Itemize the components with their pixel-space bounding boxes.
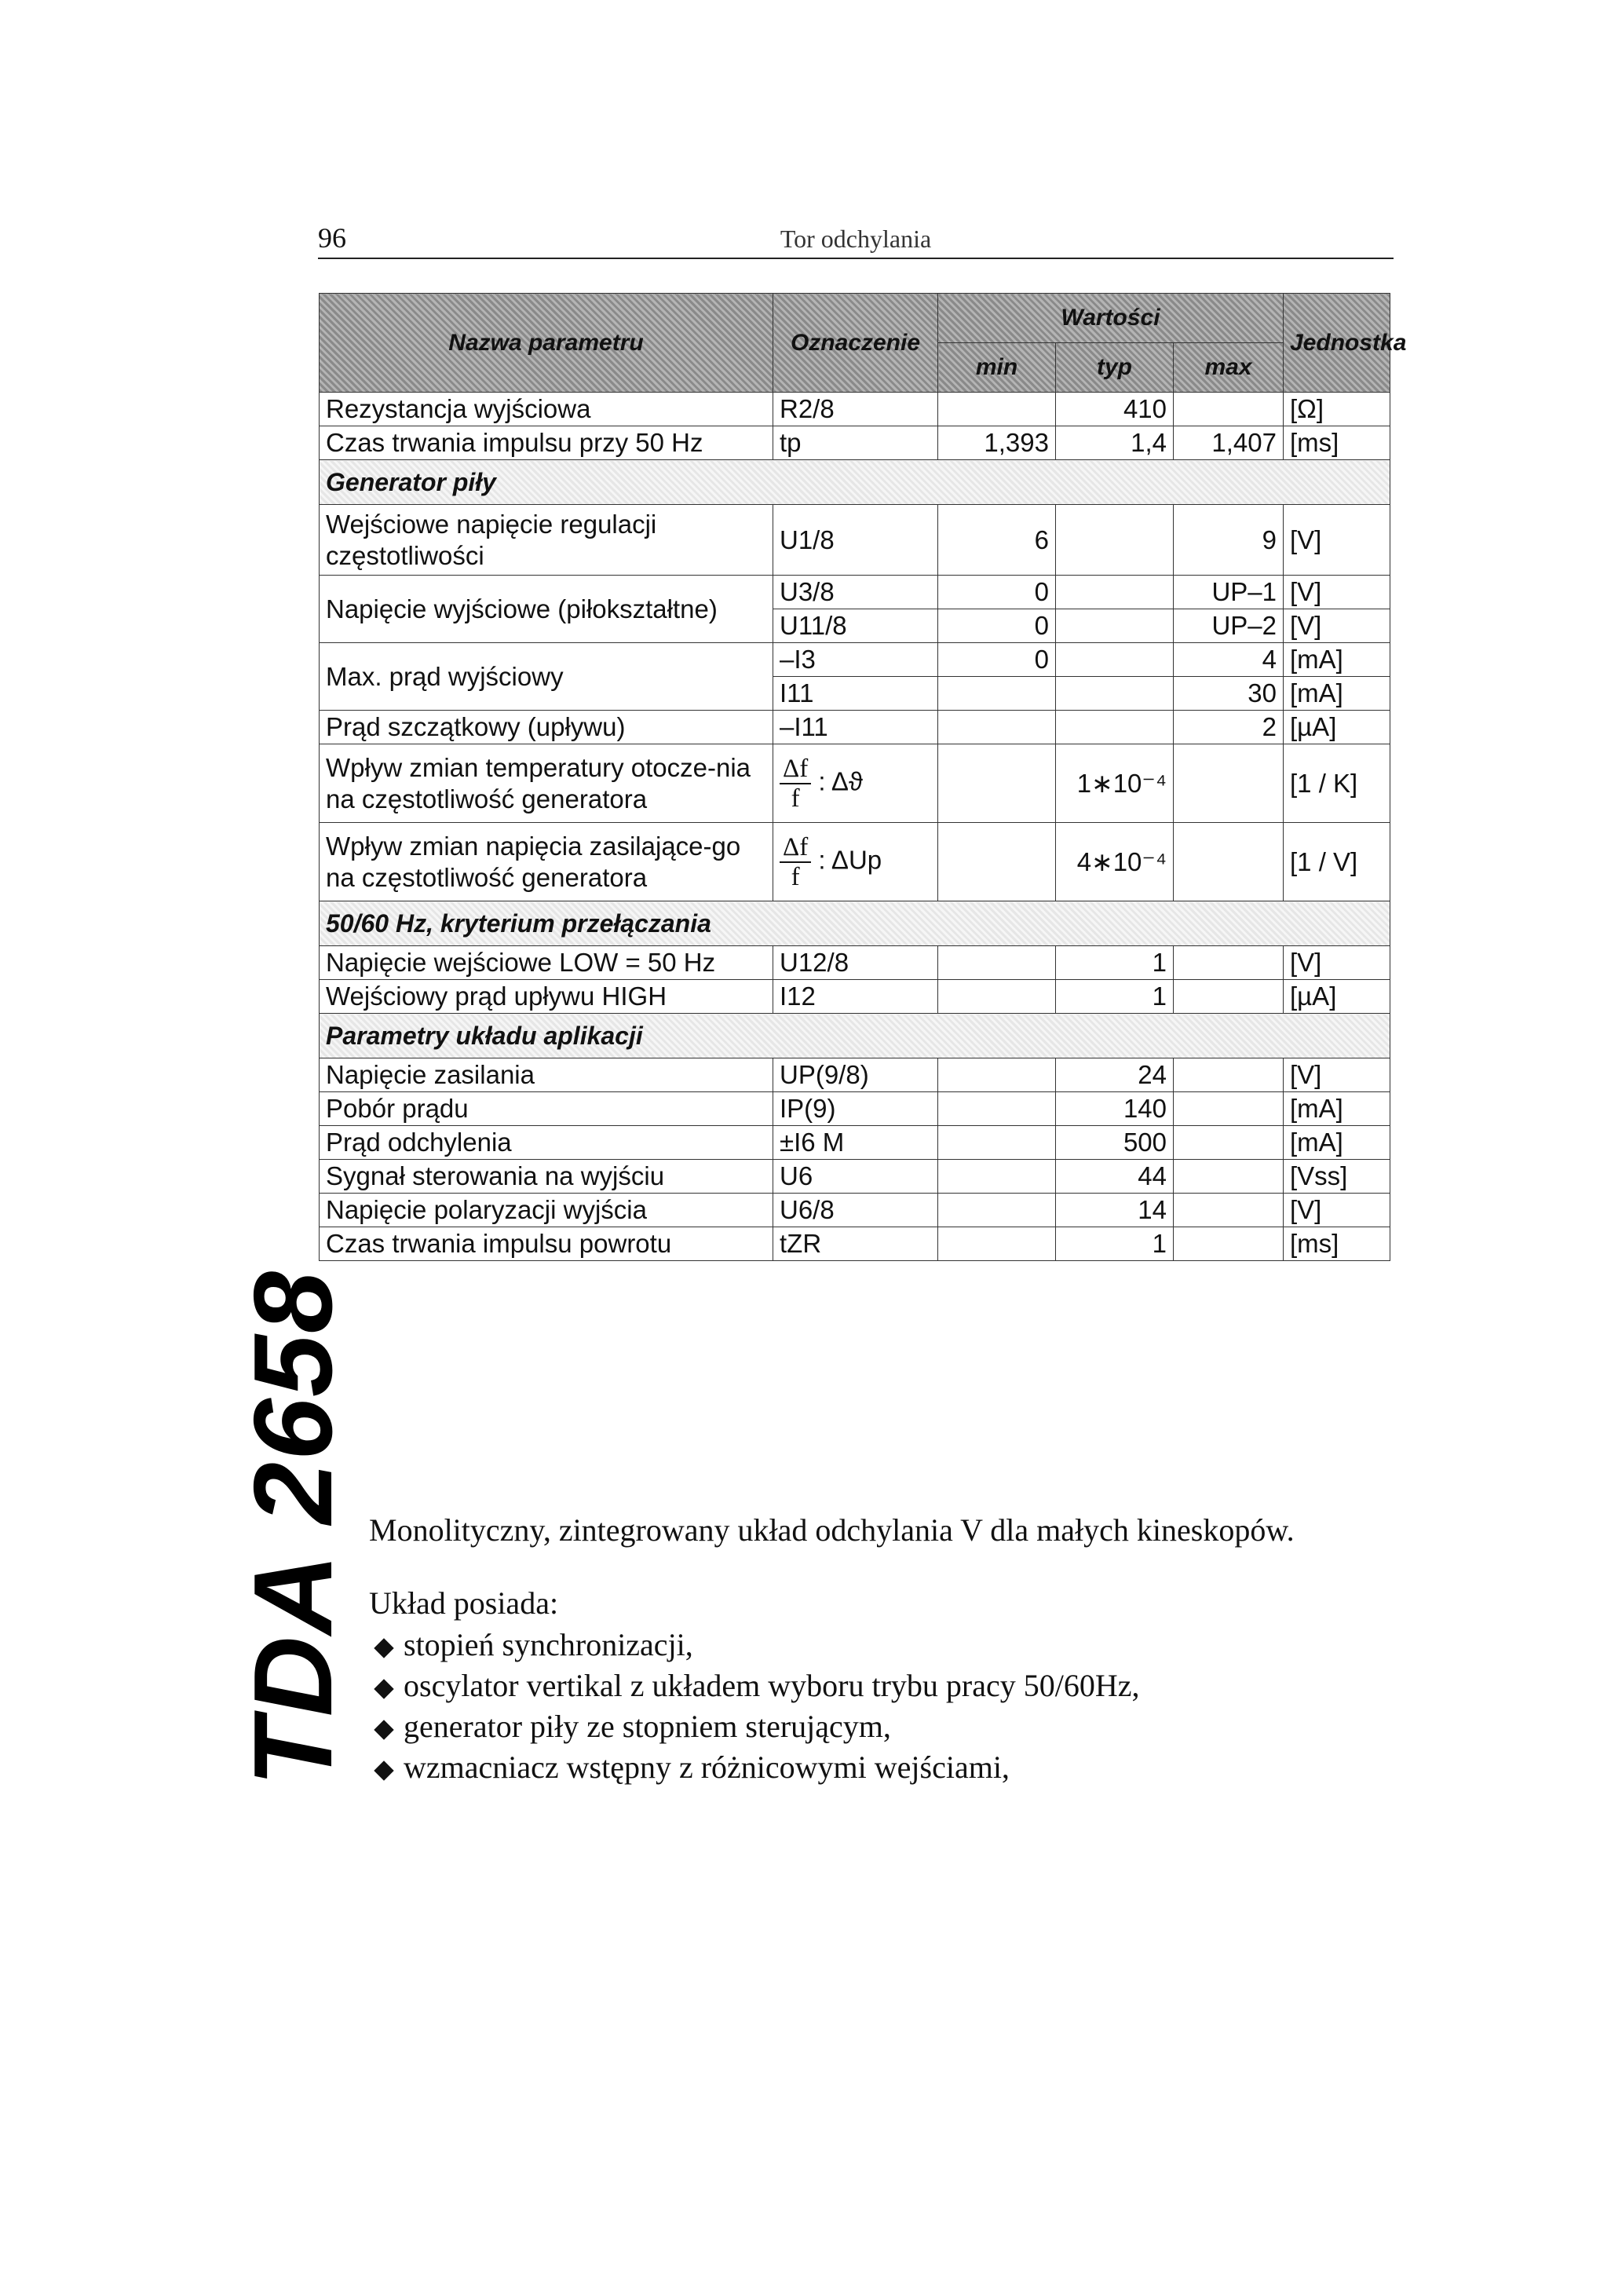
section-header-switch [320, 901, 1390, 946]
param-typ [1056, 643, 1174, 677]
list-item-text: stopień synchronizacji, [404, 1627, 693, 1662]
section-title: 50/60 Hz, kryterium przełączania [320, 901, 1390, 946]
page-number: 96 [318, 222, 346, 254]
header-symbol: Oznaczenie [773, 294, 938, 393]
param-unit: [ms] [1284, 1227, 1390, 1261]
param-typ: 14 [1056, 1194, 1174, 1227]
param-max: 1,407 [1174, 426, 1284, 460]
header-unit: Jednostka [1284, 294, 1390, 393]
param-symbol: tp [773, 426, 938, 460]
param-typ [1056, 677, 1174, 711]
param-max: 9 [1174, 505, 1284, 576]
param-name: Wejściowe napięcie regulacji częstotliwości [320, 505, 773, 576]
param-max [1174, 1092, 1284, 1126]
param-unit: [mA] [1284, 677, 1390, 711]
param-unit: [mA] [1284, 1092, 1390, 1126]
param-min [938, 744, 1056, 823]
table-row [320, 744, 1390, 823]
param-symbol: R2/8 [773, 393, 938, 426]
param-max [1174, 1160, 1284, 1194]
param-unit: [µA] [1284, 711, 1390, 744]
list-item-text: oscylator vertikal z układem wyboru trybu pracy 50/60Hz, [404, 1668, 1140, 1703]
list-item [377, 1749, 1405, 1786]
param-name: Napięcie polaryzacji wyjścia [320, 1194, 773, 1227]
param-unit: [mA] [1284, 1126, 1390, 1160]
param-typ: 1,4 [1056, 426, 1174, 460]
list-item [377, 1667, 1405, 1705]
param-typ: 1 [1056, 946, 1174, 980]
table-row [320, 426, 1390, 460]
param-min: 6 [938, 505, 1056, 576]
param-min [938, 393, 1056, 426]
param-typ: 410 [1056, 393, 1174, 426]
param-min [938, 1126, 1056, 1160]
param-symbol: IP(9) [773, 1092, 938, 1126]
param-name: Napięcie wejściowe LOW = 50 Hz [320, 946, 773, 980]
param-name: Prąd szczątkowy (upływu) [320, 711, 773, 744]
param-min [938, 946, 1056, 980]
param-unit: [1 / V] [1284, 823, 1390, 901]
param-max [1174, 1058, 1284, 1092]
param-symbol: U3/8 [773, 576, 938, 609]
header-min: min [938, 343, 1056, 393]
param-min [938, 980, 1056, 1014]
chip-side-title: TDA 2658 [231, 1270, 356, 1786]
param-typ: 500 [1056, 1126, 1174, 1160]
fraction-denominator: f [791, 784, 800, 813]
param-typ: 140 [1056, 1092, 1174, 1126]
param-name: Wejściowy prąd upływu HIGH [320, 980, 773, 1014]
param-unit: [µA] [1284, 980, 1390, 1014]
param-min: 0 [938, 643, 1056, 677]
param-max: 30 [1174, 677, 1284, 711]
param-name: Prąd odchylenia [320, 1126, 773, 1160]
fraction-numerator: Δf [780, 755, 811, 784]
param-typ: 1 [1056, 1227, 1174, 1261]
param-min [938, 1227, 1056, 1261]
param-name: Wpływ zmian napięcia zasilające-go na częstotliwość generatora [320, 823, 773, 901]
table-row [320, 946, 1390, 980]
param-max [1174, 823, 1284, 901]
param-name: Max. prąd wyjściowy [320, 643, 773, 711]
param-symbol-fraction [773, 744, 938, 823]
section-header-generator [320, 460, 1390, 505]
param-name: Napięcie zasilania [320, 1058, 773, 1092]
param-min [938, 1160, 1056, 1194]
param-max [1174, 744, 1284, 823]
fraction-denominator: f [791, 862, 800, 891]
diamond-bullet-icon [374, 1760, 393, 1780]
param-min [938, 1058, 1056, 1092]
fraction-numerator: Δf [780, 833, 811, 863]
header-max: max [1174, 343, 1284, 393]
param-symbol: I11 [773, 677, 938, 711]
param-max: UP–2 [1174, 609, 1284, 643]
table-row [320, 643, 1390, 677]
param-max [1174, 393, 1284, 426]
param-max: 2 [1174, 711, 1284, 744]
table-header-row [320, 294, 1390, 343]
page-header [318, 221, 1394, 259]
section-header-application [320, 1014, 1390, 1058]
table-row [320, 823, 1390, 901]
param-symbol: U6/8 [773, 1194, 938, 1227]
param-name: Rezystancja wyjściowa [320, 393, 773, 426]
fraction-rest: : ΔUp [818, 845, 882, 875]
param-unit: [Ω] [1284, 393, 1390, 426]
param-unit: [ms] [1284, 426, 1390, 460]
table-row [320, 1160, 1390, 1194]
param-symbol: U6 [773, 1160, 938, 1194]
table-row [320, 393, 1390, 426]
param-name: Czas trwania impulsu powrotu [320, 1227, 773, 1261]
param-min [938, 711, 1056, 744]
running-title: Tor odchylania [780, 225, 932, 253]
param-max: UP–1 [1174, 576, 1284, 609]
table-row [320, 1126, 1390, 1160]
param-max [1174, 1194, 1284, 1227]
fraction [780, 755, 811, 813]
fraction [780, 833, 811, 891]
param-min: 0 [938, 576, 1056, 609]
description [369, 1512, 1405, 1790]
table-row [320, 711, 1390, 744]
param-min: 1,393 [938, 426, 1056, 460]
param-unit: [V] [1284, 1194, 1390, 1227]
section-title: Parametry układu aplikacji [320, 1014, 1390, 1058]
param-symbol: U12/8 [773, 946, 938, 980]
param-name: Wpływ zmian temperatury otocze-nia na częstotliwość generatora [320, 744, 773, 823]
header-values: Wartości [938, 294, 1284, 343]
param-max [1174, 946, 1284, 980]
param-max [1174, 1227, 1284, 1261]
param-min: 0 [938, 609, 1056, 643]
table-row [320, 980, 1390, 1014]
section-title: Generator piły [320, 460, 1390, 505]
table-row [320, 576, 1390, 609]
param-unit: [V] [1284, 946, 1390, 980]
param-typ: 24 [1056, 1058, 1174, 1092]
param-unit: [Vss] [1284, 1160, 1390, 1194]
list-item [377, 1626, 1405, 1664]
param-symbol: U11/8 [773, 609, 938, 643]
param-symbol: UP(9/8) [773, 1058, 938, 1092]
param-name: Sygnał sterowania na wyjściu [320, 1160, 773, 1194]
param-symbol: U1/8 [773, 505, 938, 576]
param-typ: 44 [1056, 1160, 1174, 1194]
fraction-rest: : Δϑ [818, 766, 863, 796]
param-typ [1056, 609, 1174, 643]
intro-paragraph: Monolityczny, zintegrowany układ odchylania V dla małych kineskopów. [369, 1512, 1295, 1548]
param-typ: 1∗10⁻⁴ [1056, 744, 1174, 823]
param-typ [1056, 505, 1174, 576]
table-row [320, 1194, 1390, 1227]
table-row [320, 505, 1390, 576]
param-min [938, 1194, 1056, 1227]
param-min [938, 1092, 1056, 1126]
param-symbol: tZR [773, 1227, 938, 1261]
param-max: 4 [1174, 643, 1284, 677]
header-typ: typ [1056, 343, 1174, 393]
param-unit: [V] [1284, 505, 1390, 576]
table-row [320, 1227, 1390, 1261]
param-typ [1056, 711, 1174, 744]
header-name: Nazwa parametru [320, 294, 773, 393]
param-typ [1056, 576, 1174, 609]
param-max [1174, 1126, 1284, 1160]
diamond-bullet-icon [374, 1720, 393, 1739]
param-symbol: ±I6 M [773, 1126, 938, 1160]
param-unit: [mA] [1284, 643, 1390, 677]
param-symbol: I12 [773, 980, 938, 1014]
parameters-table [319, 293, 1407, 1261]
table-row [320, 1092, 1390, 1126]
features-label: Układ posiada: [369, 1585, 559, 1621]
param-name: Czas trwania impulsu przy 50 Hz [320, 426, 773, 460]
param-typ: 4∗10⁻⁴ [1056, 823, 1174, 901]
param-unit: [V] [1284, 609, 1390, 643]
param-name: Napięcie wyjściowe (piłokształtne) [320, 576, 773, 643]
param-unit: [V] [1284, 1058, 1390, 1092]
param-unit: [1 / K] [1284, 744, 1390, 823]
table-row [320, 1058, 1390, 1092]
param-max [1174, 980, 1284, 1014]
param-symbol: –I3 [773, 643, 938, 677]
param-name: Pobór prądu [320, 1092, 773, 1126]
param-min [938, 823, 1056, 901]
param-min [938, 677, 1056, 711]
param-symbol-fraction [773, 823, 938, 901]
diamond-bullet-icon [374, 1638, 393, 1658]
features-list [369, 1626, 1405, 1786]
diamond-bullet-icon [374, 1679, 393, 1698]
list-item-text: generator piły ze stopniem sterującym, [404, 1709, 891, 1744]
param-unit: [V] [1284, 576, 1390, 609]
list-item [377, 1708, 1405, 1746]
param-symbol: –I11 [773, 711, 938, 744]
param-typ: 1 [1056, 980, 1174, 1014]
list-item-text: wzmacniacz wstępny z różnicowymi wejściami, [404, 1749, 1010, 1785]
